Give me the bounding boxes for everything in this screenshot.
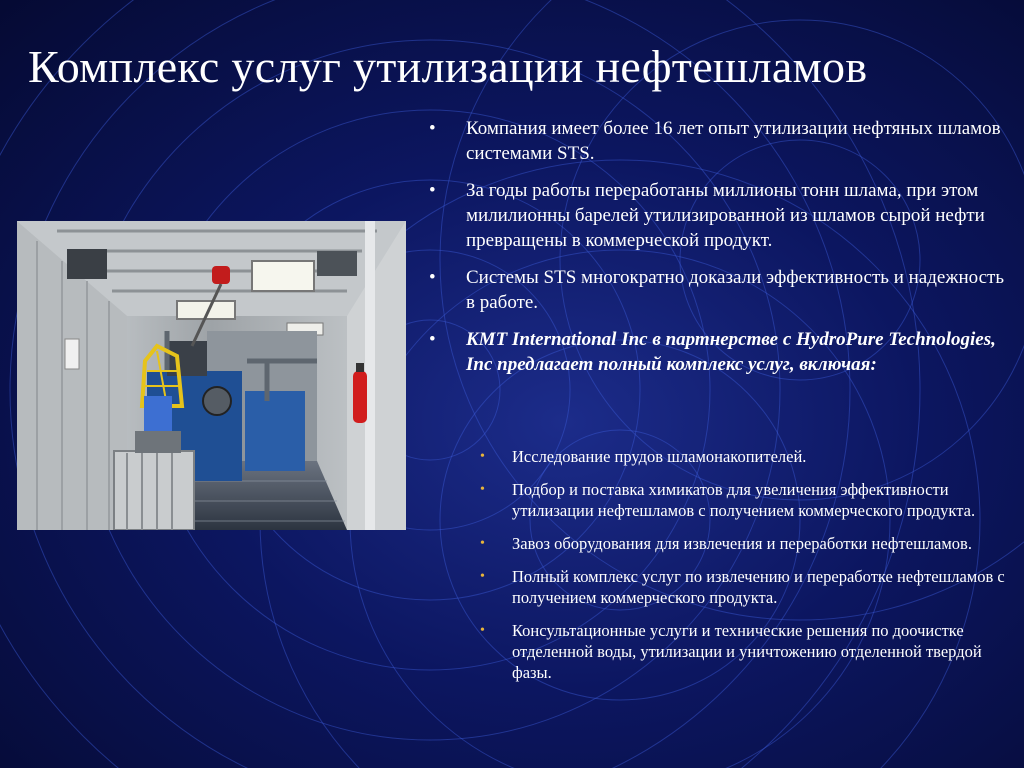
- bullet-glyph: •: [429, 267, 436, 288]
- sub-bullet-text: Завоз оборудования для извлечения и переработки нефтешламов.: [512, 534, 972, 553]
- bullet-text: KMT International Inc в партнерстве с HydroPure Technologies, Inc предлагает полный комплекс услуг, включая:: [466, 329, 996, 375]
- sub-bullet-glyph: •: [480, 449, 485, 464]
- equipment-photo: [17, 221, 406, 530]
- bullet-text: Системы STS многократно доказали эффективность и надежность в работе.: [466, 267, 1004, 313]
- main-bullet-list: [428, 116, 1008, 383]
- sub-bullet-consulting: [472, 620, 1012, 683]
- bullet-glyph: •: [429, 329, 436, 350]
- sub-bullet-text: Исследование прудов шламонакопителей.: [512, 447, 807, 466]
- sub-bullet-chemicals: [472, 479, 1012, 521]
- bullet-processed-volume: [428, 178, 1008, 253]
- sub-bullet-text: Полный комплекс услуг по извлечению и переработке нефтешламов с получением коммерческого продукта.: [512, 567, 1005, 607]
- sub-bullet-glyph: •: [480, 623, 485, 638]
- bullet-partnership: [428, 327, 1008, 377]
- sub-bullet-glyph: •: [480, 536, 485, 551]
- bullet-glyph: •: [429, 118, 436, 139]
- sub-bullet-glyph: •: [480, 482, 485, 497]
- slide-title: Комплекс услуг утилизации нефтешламов: [28, 41, 868, 92]
- container-interior-illustration: [17, 221, 406, 530]
- sub-bullet-text: Подбор и поставка химикатов для увеличения эффективности утилизации нефтешламов с получением коммерческого продукта.: [512, 480, 976, 520]
- services-sub-list: [472, 446, 1012, 695]
- sub-bullet-research: [472, 446, 1012, 467]
- sub-bullet-equipment: [472, 533, 1012, 554]
- bullet-text: Компания имеет более 16 лет опыт утилизации нефтяных шламов системами STS.: [466, 118, 1001, 164]
- bullet-glyph: •: [429, 180, 436, 201]
- sub-bullet-text: Консультационные услуги и технические решения по доочистке отделенной воды, утилизации и уничтожению отделенной твердой фазы.: [512, 621, 982, 682]
- bullet-efficiency: [428, 265, 1008, 315]
- sub-bullet-full-service: [472, 566, 1012, 608]
- bullet-experience: [428, 116, 1008, 166]
- sub-bullet-glyph: •: [480, 569, 485, 584]
- bullet-text: За годы работы переработаны миллионы тонн шлама, при этом милилионны барелей утилизированной из шламов сырой нефти превращены в коммерческой продукт.: [466, 180, 985, 251]
